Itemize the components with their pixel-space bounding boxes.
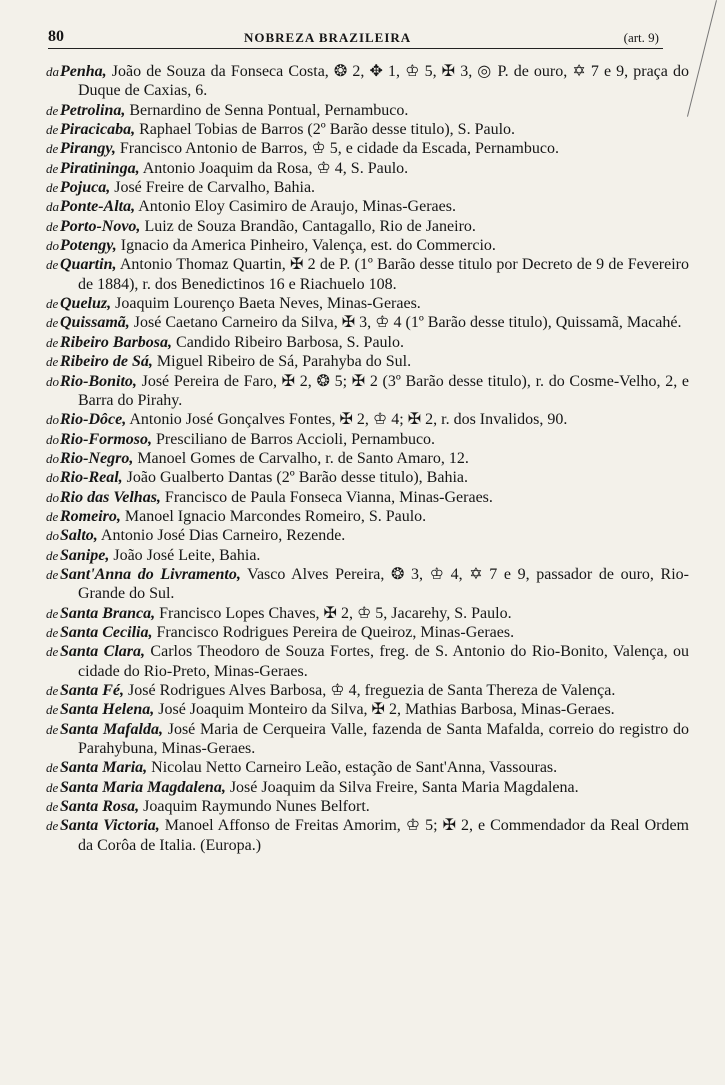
entry-prefix: da: [46, 64, 59, 79]
entry-prefix: de: [46, 721, 59, 737]
entry-text: José Freire de Carvalho, Bahia.: [110, 179, 316, 197]
entry-text: Manoel Gomes de Carvalho, r. de Santo Amaro, 12.: [133, 449, 469, 467]
entry-prefix: de: [46, 141, 59, 157]
entry-prefix: do: [46, 238, 59, 254]
entry-title: Salto,: [60, 527, 98, 545]
entry-text: Ignacio da America Pinheiro, Valença, est. do Commercio.: [116, 237, 496, 255]
entry-prefix: de: [46, 296, 59, 312]
list-item: [0, 488, 725, 507]
entry-text: João José Leite, Bahia.: [109, 546, 261, 564]
entry-prefix: do: [46, 412, 59, 428]
entry-title: Ponte-Alta,: [60, 198, 136, 216]
entry-title: Sant'Anna do Livramento,: [60, 565, 241, 583]
entry-prefix: do: [46, 373, 59, 389]
entry-prefix: do: [46, 528, 59, 544]
entry-title: Santa Mafalda,: [60, 720, 163, 738]
entry-prefix: de: [46, 818, 59, 834]
entry-text: Raphael Tobias de Barros (2º Barão desse titulo), S. Paulo.: [135, 121, 516, 139]
list-item: [0, 236, 725, 255]
entry-text: Luiz de Souza Brandão, Cantagallo, Rio de Janeiro.: [140, 217, 476, 235]
entry-text: Antonio Eloy Casimiro de Araujo, Minas-Geraes.: [135, 198, 456, 216]
entry-prefix: da: [46, 199, 59, 215]
entry-title: Santa Cecilia,: [60, 623, 153, 641]
entry-text: Joaquim Lourenço Baeta Neves, Minas-Geraes.: [111, 295, 421, 313]
entry-text: Francisco Lopes Chaves, ✠ 2, ♔ 5, Jacarehy, S. Paulo.: [155, 604, 512, 622]
list-item: [0, 410, 725, 429]
entry-title: Rio-Formoso,: [60, 430, 153, 448]
list-item: [0, 546, 725, 565]
entry-prefix: de: [46, 160, 59, 176]
entry-text: Vasco Alves Pereira, ❂ 3, ♔ 4, ✡ 7 e 9, passador de ouro, Rio-Grande do Sul.: [78, 565, 689, 603]
list-item: [0, 372, 725, 411]
list-item: [0, 720, 725, 759]
list-item: [0, 816, 725, 855]
list-item: [0, 101, 725, 120]
entry-text: Antonio José Dias Carneiro, Rezende.: [97, 527, 346, 545]
entry-text: Nicolau Netto Carneiro Leão, estação de Sant'Anna, Vassouras.: [147, 759, 558, 777]
list-item: [0, 333, 725, 352]
entry-text: Carlos Theodoro de Souza Fortes, freg. de S. Antonio do Rio-Bonito, Valença, ou cidade do Rio-Preto, Minas-Geraes.: [78, 643, 690, 680]
entry-title: Queluz,: [60, 295, 112, 313]
entry-prefix: de: [46, 180, 59, 196]
entry-prefix: de: [46, 354, 59, 370]
entry-title: Rio-Real,: [60, 469, 123, 487]
entry-title: Ribeiro de Sá,: [60, 353, 153, 371]
entry-text: Antonio Joaquim da Rosa, ♔ 4, S. Paulo.: [139, 159, 409, 177]
list-item: [0, 159, 725, 178]
entry-text: Miguel Ribeiro de Sá, Parahyba do Sul.: [152, 353, 412, 371]
entry-text: José Pereira de Faro, ✠ 2, ❂ 5; ✠ 2 (3º Barão desse titulo), r. do Cosme-Velho, 2, e Barra do Pirahy.: [78, 372, 689, 409]
entry-title: Romeiro,: [60, 507, 121, 525]
entry-text: Joaquim Raymundo Nunes Belfort.: [139, 798, 370, 816]
entry-prefix: de: [46, 605, 59, 621]
list-item: [0, 217, 725, 236]
entry-prefix: de: [46, 644, 59, 660]
entry-prefix: de: [46, 547, 59, 563]
entry-title: Rio-Dôce,: [60, 411, 127, 429]
list-item: [0, 778, 725, 797]
list-item: [0, 197, 725, 216]
list-item: [0, 565, 725, 604]
entry-text: José Joaquim Monteiro da Silva, ✠ 2, Mathias Barbosa, Minas-Geraes.: [154, 701, 615, 719]
entry-title: Pirangy,: [60, 140, 116, 158]
entry-prefix: de: [46, 799, 59, 815]
entry-title: Santa Maria Magdalena,: [60, 778, 226, 796]
list-item: [0, 604, 725, 623]
entry-text: Manoel Affonso de Freitas Amorim, ♔ 5; ✠ 2, e Commendador da Real Ordem da Corôa de Italia. (Europa.): [78, 817, 689, 854]
list-item: [0, 797, 725, 816]
list-item: [0, 700, 725, 719]
list-item: [0, 62, 725, 101]
list-item: [0, 642, 725, 681]
entry-prefix: de: [46, 122, 59, 138]
entry-prefix: de: [46, 702, 59, 718]
entry-text: José Caetano Carneiro da Silva, ✠ 3, ♔ 4 (1º Barão desse titulo), Quissamã, Macahé.: [129, 314, 682, 332]
list-item: [0, 313, 725, 332]
list-item: [0, 120, 725, 139]
list-item: [0, 178, 725, 197]
entry-text: João de Souza da Fonseca Costa, ❂ 2, ✥ 1, ♔ 5, ✠ 3, ◎ P. de ouro, ✡ 7 e 9, praça do Duque de Caxias, 6.: [78, 63, 689, 100]
list-item: [0, 139, 725, 158]
page-header: [48, 26, 663, 49]
entry-prefix: de: [46, 315, 59, 331]
entry-prefix: de: [46, 624, 59, 640]
entry-prefix: do: [46, 489, 59, 505]
entry-text: Candido Ribeiro Barbosa, S. Paulo.: [172, 333, 404, 351]
list-item: [0, 294, 725, 313]
article-reference: (art. 9): [623, 30, 659, 45]
entry-text: Manoel Ignacio Marcondes Romeiro, S. Paulo.: [120, 507, 427, 525]
list-item: [0, 507, 725, 526]
entry-text: José Joaquim da Silva Freire, Santa Maria Magdalena.: [225, 778, 579, 796]
entry-prefix: de: [46, 508, 59, 524]
entry-title: Santa Clara,: [60, 643, 146, 661]
entry-text: José Maria de Cerqueira Valle, fazenda de Santa Mafalda, correio do registro do Parahybuna, Minas-Geraes.: [78, 720, 689, 758]
entry-text: Antonio Thomaz Quartin, ✠ 2 de P. (1º Barão desse titulo por Decreto de 9 de Fevereiro de 1884), r. dos Benedictinos 16 e Riachuelo 108.: [78, 256, 689, 293]
entry-title: Rio-Bonito,: [60, 372, 137, 390]
list-item: [0, 449, 725, 468]
entry-title: Petrolina,: [60, 101, 126, 119]
entry-title: Santa Branca,: [60, 604, 156, 622]
entry-title: Rio-Negro,: [60, 449, 134, 467]
entry-text: Francisco Rodrigues Pereira de Queiroz, Minas-Geraes.: [152, 623, 515, 641]
entry-title: Santa Rosa,: [60, 798, 140, 816]
list-item: [0, 430, 725, 449]
page-number: 80: [48, 28, 64, 45]
entry-text: Antonio José Gonçalves Fontes, ✠ 2, ♔ 4; ✠ 2, r. dos Invalidos, 90.: [126, 411, 568, 429]
entry-prefix: de: [46, 257, 59, 273]
entry-title: Piratininga,: [60, 159, 140, 177]
entry-text: Francisco de Paula Fonseca Vianna, Minas-Geraes.: [160, 488, 493, 506]
entry-prefix: de: [46, 779, 59, 795]
entry-text: Francisco Antonio de Barros, ♔ 5, e cidade da Escada, Pernambuco.: [115, 140, 559, 158]
entry-title: Penha,: [60, 63, 107, 80]
entry-text: Presciliano de Barros Accioli, Pernambuco.: [152, 430, 436, 448]
list-item: [0, 352, 725, 371]
entry-title: Pojuca,: [60, 179, 111, 197]
running-title: NOBREZA BRAZILEIRA: [244, 30, 412, 45]
entry-prefix: do: [46, 450, 59, 466]
list-item: [0, 255, 725, 294]
entry-prefix: de: [46, 334, 59, 350]
entry-title: Sanipe,: [60, 546, 110, 564]
list-item: [0, 623, 725, 642]
entry-title: Potengy,: [60, 237, 117, 255]
entry-text: Bernardino de Senna Pontual, Pernambuco.: [125, 101, 409, 119]
list-item: [0, 758, 725, 777]
list-item: [0, 468, 725, 487]
entry-title: Ribeiro Barbosa,: [60, 333, 173, 351]
entry-title: Santa Victoria,: [60, 817, 160, 835]
list-item: [0, 681, 725, 700]
entry-prefix: do: [46, 470, 59, 486]
entry-title: Porto-Novo,: [60, 217, 141, 235]
entry-title: Santa Helena,: [60, 701, 155, 719]
entry-title: Quartin,: [60, 256, 117, 274]
entry-text: João Gualberto Dantas (2º Barão desse titulo), Bahia.: [122, 469, 468, 487]
entry-title: Piracicaba,: [60, 121, 136, 139]
list-item: [0, 526, 725, 545]
entry-prefix: do: [46, 431, 59, 447]
entry-title: Quissamã,: [60, 314, 130, 332]
entry-prefix: de: [46, 218, 59, 234]
entry-title: Santa Maria,: [60, 759, 148, 777]
entry-list: [0, 62, 725, 855]
entry-title: Santa Fé,: [60, 682, 125, 699]
entry-prefix: de: [46, 760, 59, 776]
entry-prefix: de: [46, 683, 59, 698]
entry-title: Rio das Velhas,: [60, 488, 161, 506]
entry-text: José Rodrigues Alves Barbosa, ♔ 4, freguezia de Santa Thereza de Valença.: [124, 682, 616, 699]
entry-prefix: de: [46, 102, 59, 118]
entry-prefix: de: [46, 566, 59, 582]
